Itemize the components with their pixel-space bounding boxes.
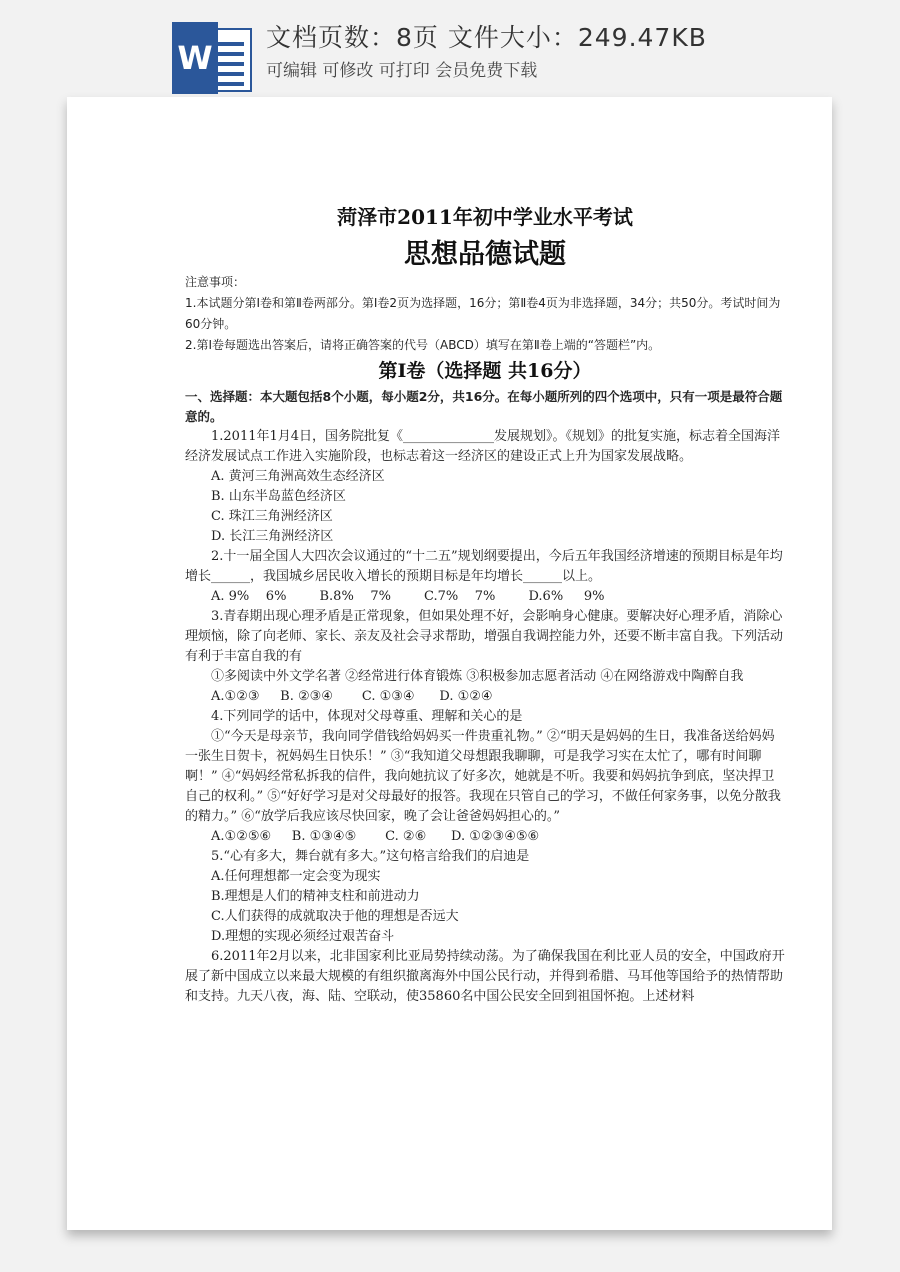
question-4: 4.下列同学的话中，体现对父母尊重、理解和关心的是 — [211, 709, 523, 724]
question-3: 3.青春期出现心理矛盾是正常现象，但如果处理不好，会影响身心健康。要解决好心理矛盾，消除心理烦恼，除了向老师、家长、亲友及社会寻求帮助，增强自我调控能力外，还要不断丰富自我。下列活动有利于丰富自我的有 — [185, 609, 784, 664]
notice-heading: 注意事项： — [185, 275, 246, 289]
q3-options: A.①②③ B. ②③④ C. ①③④ D. ①②④ — [211, 689, 493, 704]
download-banner — [0, 0, 900, 96]
questions — [185, 387, 785, 1007]
question-1: 1.2011年1月4日，国务院批复《______________发展规划》。《规划》的批复实施，标志着全国海洋经济发展试点工作进入实施阶段，也标志着这一经济区的建设正式上升为国家发展战略。 — [185, 429, 781, 464]
word-document-icon: W — [172, 22, 252, 94]
q1-option-c: C. 珠江三角洲经济区 — [211, 509, 333, 524]
q4-options: A.①②⑤⑥ B. ①③④⑤ C. ②⑥ D. ①②③④⑤⑥ — [211, 829, 540, 844]
file-info: 文档页数：8页 文件大小：249.47KB — [266, 23, 707, 52]
q5-option-c: C.人们获得的成就取决于他的理想是否远大 — [211, 909, 459, 924]
subject-title: 思想品德试题 — [404, 239, 566, 270]
q1-option-b: B. 山东半岛蓝色经济区 — [211, 489, 346, 504]
question-5: 5.“心有多大，舞台就有多大。”这句格言给我们的启迪是 — [211, 849, 530, 864]
notice-block — [185, 272, 785, 356]
q5-option-d: D.理想的实现必须经过艰苦奋斗 — [211, 929, 395, 944]
q1-option-a: A. 黄河三角洲高效生态经济区 — [211, 469, 385, 484]
section-intro: 一、选择题：本大题包括8个小题，每小题2分，共16分。在每小题所列的四个选项中，只有一项是最符合题意的。 — [185, 389, 783, 424]
exam-title: 菏泽市2011年初中学业水平考试 — [337, 205, 633, 229]
q5-option-a: A.任何理想都一定会变为现实 — [211, 869, 381, 884]
q3-items: ①多阅读中外文学名著 ②经常进行体育锻炼 ③积极参加志愿者活动 ④在网络游戏中陶醉自我 — [211, 669, 744, 684]
question-2: 2.十一届全国人大四次会议通过的“十二五”规划纲要提出，今后五年我国经济增速的预期目标是年均增长______，我国城乡居民收入增长的预期目标是年均增长______以上。 — [185, 549, 783, 584]
section-title: 第Ⅰ卷（选择题 共16分） — [378, 360, 592, 382]
q4-items: ①“今天是母亲节，我向同学借钱给妈妈买一件贵重礼物。” ②“明天是妈妈的生日，我准备送给妈妈一张生日贺卡，祝妈妈生日快乐！” ③“我知道父母想跟我聊聊，可是我学习实在太忙了，哪有时间聊啊！” ④“妈妈经常私拆我的信件，我向她抗议了好多次，她就是不听。我要和妈妈抗争到底，坚决捍卫自己的权利。” ⑤“好好学习是对父母最好的报答。我现在只管自己的学习，不做任何家务事，以免分散我的精力。” ⑥“放学后我应该尽快回家，晚了会让爸爸妈妈担心的。” — [185, 729, 781, 824]
q2-options: A. 9% 6% B.8% 7% C.7% 7% D.6% 9% — [211, 589, 605, 604]
q5-option-b: B.理想是人们的精神支柱和前进动力 — [211, 889, 420, 904]
notice-item: 1.本试题分第Ⅰ卷和第Ⅱ卷两部分。第Ⅰ卷2页为选择题，16分；第Ⅱ卷4页为非选择题，34分；共50分。考试时间为60分钟。 — [185, 296, 781, 331]
q1-option-d: D. 长江三角洲经济区 — [211, 529, 334, 544]
question-6: 6.2011年2月以来，北非国家利比亚局势持续动荡。为了确保我国在利比亚人员的安全，中国政府开展了新中国成立以来最大规模的有组织撤离海外中国公民行动，并得到希腊、马耳他等国给予的热情帮助和支持。九天八夜，海、陆、空联动，使35860名中国公民安全回到祖国怀抱。上述材料 — [185, 949, 785, 1004]
notice-item: 2.第Ⅰ卷每题选出答案后，请将正确答案的代号（ABCD）填写在第Ⅱ卷上端的“答题栏”内。 — [185, 338, 661, 352]
document-page — [67, 97, 832, 1230]
file-features: 可编辑 可修改 可打印 会员免费下载 — [266, 61, 538, 81]
